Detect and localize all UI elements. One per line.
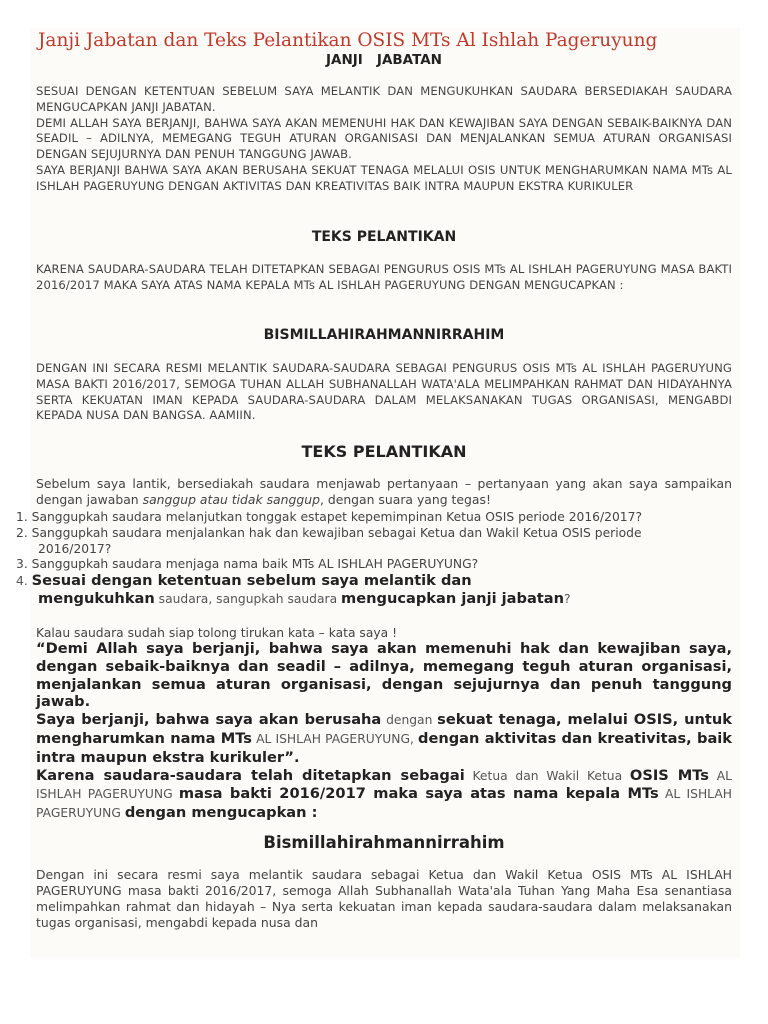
teks2-intro: Sebelum saya lantik, bersediakah saudara menjawab pertanyaan – pertanyaan yang akan saya sampaikan dengan jawaban sanggup atau tidak sanggup, dengan suara yang tegas!	[36, 476, 732, 507]
teks-pelantikan-heading-1: TEKS PELANTIKAN	[311, 229, 457, 245]
oath-block	[36, 640, 732, 823]
question-4-cont: mengukuhkan saudara, sangupkah saudara mengucapkan janji jabatan?	[38, 590, 571, 607]
question-2-cont: 2016/2017?	[38, 542, 112, 556]
teks-pelantikan-heading-2: TEKS PELANTIKAN	[301, 442, 467, 461]
bismillah-heading-1: BISMILLAHIRAHMANNIRRAHIM	[263, 327, 505, 343]
janji-heading: JANJI JABATAN	[326, 52, 442, 68]
teks1-paragraph-1: KARENA SAUDARA-SAUDARA TELAH DITETAPKAN SEBAGAI PENGURUS OSIS MTs AL ISHLAH PAGERUYUNG MASA BAKTI 2016/2017 MAKA SAYA ATAS NAMA KEPALA MTs AL ISHLAH PAGERUYUNG DENGAN MENGUCAPKAN :	[36, 262, 732, 292]
question-3: 3. Sanggupkah saudara menjaga nama baik MTs AL ISHLAH PAGERUYUNG?	[16, 557, 479, 571]
janji-paragraph-3: SAYA BERJANJI BAHWA SAYA AKAN BERUSAHA SEKUAT TENAGA MELALUI OSIS UNTUK MENGHARUMKAN NAMA MTs AL ISHLAH PAGERUYUNG DENGAN AKTIVITAS DAN KREATIVITAS BAIK INTRA MAUPUN EKSTRA KURIKULER	[36, 162, 732, 193]
teks1-paragraph-2: DENGAN INI SECARA RESMI MELANTIK SAUDARA-SAUDARA SEBAGAI PENGURUS OSIS MTs AL ISHLAH PAGERUYUNG MASA BAKTI 2016/2017, SEMOGA TUHAN ALLAH SUBHANALLAH WATA'ALA MELIMPAHKAN RAHMAT DAN HIDAYAHNYA SERTA KEKUATAN IMAN KEPADA SAUDARA-SAUDARA DALAM MELAKSANAKAN TUGAS ORGANISASI, MENGABDI KEPADA NUSA DAN BANGSA. AAMIIN.	[36, 361, 732, 423]
janji-paragraph-1: SESUAI DENGAN KETENTUAN SEBELUM SAYA MELANTIK DAN MENGUKUHKAN SAUDARA BERSEDIAKAH SAUDARA MENGUCAPKAN JANJI JABATAN.	[36, 84, 732, 114]
bismillah-heading-2: Bismillahirahmannirrahim	[263, 833, 505, 852]
oath-paragraph-3: Karena saudara-saudara telah ditetapkan sebagai Ketua dan Wakil Ketua OSIS MTs AL ISHLAH PAGERUYUNG masa bakti 2016/2017 maka saya atas nama kepala MTs AL ISHLAH PAGERUYUNG dengan mengucapkan :	[36, 766, 732, 822]
question-2: 2. Sanggupkah saudara menjalankan hak dan kewajiban sebagai Ketua dan Wakil Ketua OSIS periode	[16, 526, 642, 540]
oath-paragraph-2: Saya berjanji, bahwa saya akan berusaha dengan sekuat tenaga, melalui OSIS, untuk mengharumkan nama MTs AL ISHLAH PAGERUYUNG, dengan aktivitas dan kreativitas, baik intra maupun ekstra kurikuler”.	[36, 711, 732, 766]
document-title: Janji Jabatan dan Teks Pelantikan OSIS MTs Al Ishlah Pageruyung	[38, 30, 658, 51]
janji-body	[36, 84, 732, 195]
question-4: 4. Sesuai dengan ketentuan sebelum saya melantik dan	[16, 572, 472, 589]
kalau-line: Kalau saudara sudah siap tolong tirukan kata – kata saya !	[36, 626, 398, 640]
closing-paragraph: Dengan ini secara resmi saya melantik saudara sebagai Ketua dan Wakil Ketua OSIS MTs AL ISHLAH PAGERUYUNG masa bakti 2016/2017, semoga Allah Subhanallah Wata'ala Tuhan Yang Maha Esa senantiasa melimpahkan rahmat dan hidayah – Nya serta kekuatan iman kepada saudara-saudara dalam melaksanakan tugas organisasi, mengabdi kepada nusa dan	[36, 867, 732, 930]
oath-paragraph-1: “Demi Allah saya berjanji, bahwa saya akan memenuhi hak dan kewajiban saya, dengan sebaik-baiknya dan seadil – adilnya, memegang teguh aturan organisasi, menjalankan semua aturan organisasi, dengan sejujurnya dan penuh tanggung jawab.	[36, 640, 732, 711]
janji-paragraph-2: DEMI ALLAH SAYA BERJANJI, BAHWA SAYA AKAN MEMENUHI HAK DAN KEWAJIBAN SAYA DENGAN SEBAIK-BAIKNYA DAN SEADIL – ADILNYA, MEMEGANG TEGUH ATURAN ORGANISASI DAN MENJALANKAN SEMUA ATURAN ORGANISASI DENGAN SEJUJURNYA DAN PENUH TANGGUNG JAWAB.	[36, 115, 732, 162]
question-1: 1. Sanggupkah saudara melanjutkan tonggak estapet kepemimpinan Ketua OSIS periode 2016/2017?	[16, 510, 642, 524]
